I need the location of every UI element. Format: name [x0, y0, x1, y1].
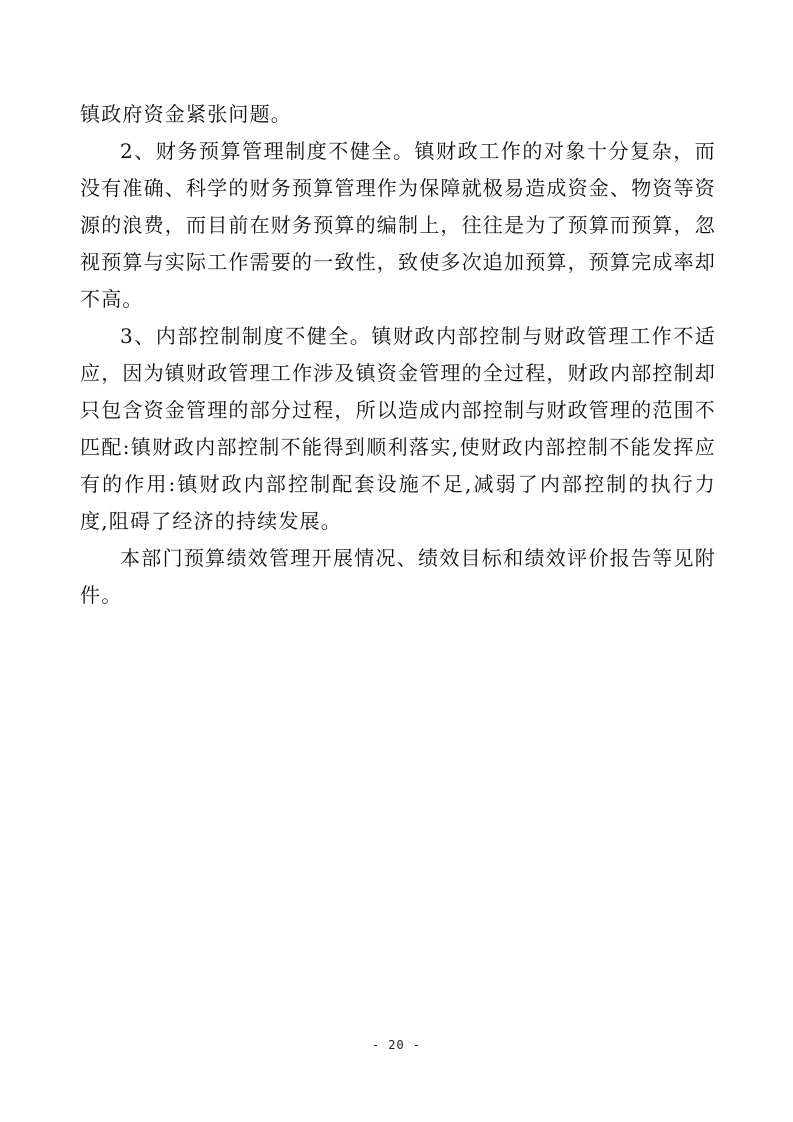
paragraph-attachment-note: 本部门预算绩效管理开展情况、绩效目标和绩效评价报告等见附件。 [80, 546, 716, 607]
paragraph-continuation: 镇政府资金紧张问题。 [80, 102, 292, 126]
paragraph-internal-control: 3、内部控制制度不健全。镇财政内部控制与财政管理工作不适应，因为镇财政管理工作涉及镇资金管理的全过程，财政内部控制却只包含资金管理的部分过程，所以造成内部控制与财政管理的范围不匹配:镇财政内部控制不能得到顺利落实,使财政内部控制不能发挥应有的作用:镇财政内部控制配套设施不足,减弱了内部控制的执行力度,阻碍了经济的持续发展。 [80, 324, 716, 533]
body-text [80, 96, 716, 614]
paragraph-budget-management: 2、财务预算管理制度不健全。镇财政工作的对象十分复杂，而没有准确、科学的财务预算管理作为保障就极易造成资金、物资等资源的浪费，而目前在财务预算的编制上，往往是为了预算而预算，忽视预算与实际工作需要的一致性，致使多次追加预算，预算完成率却不高。 [80, 139, 716, 311]
page-number: - 20 - [371, 1038, 422, 1052]
